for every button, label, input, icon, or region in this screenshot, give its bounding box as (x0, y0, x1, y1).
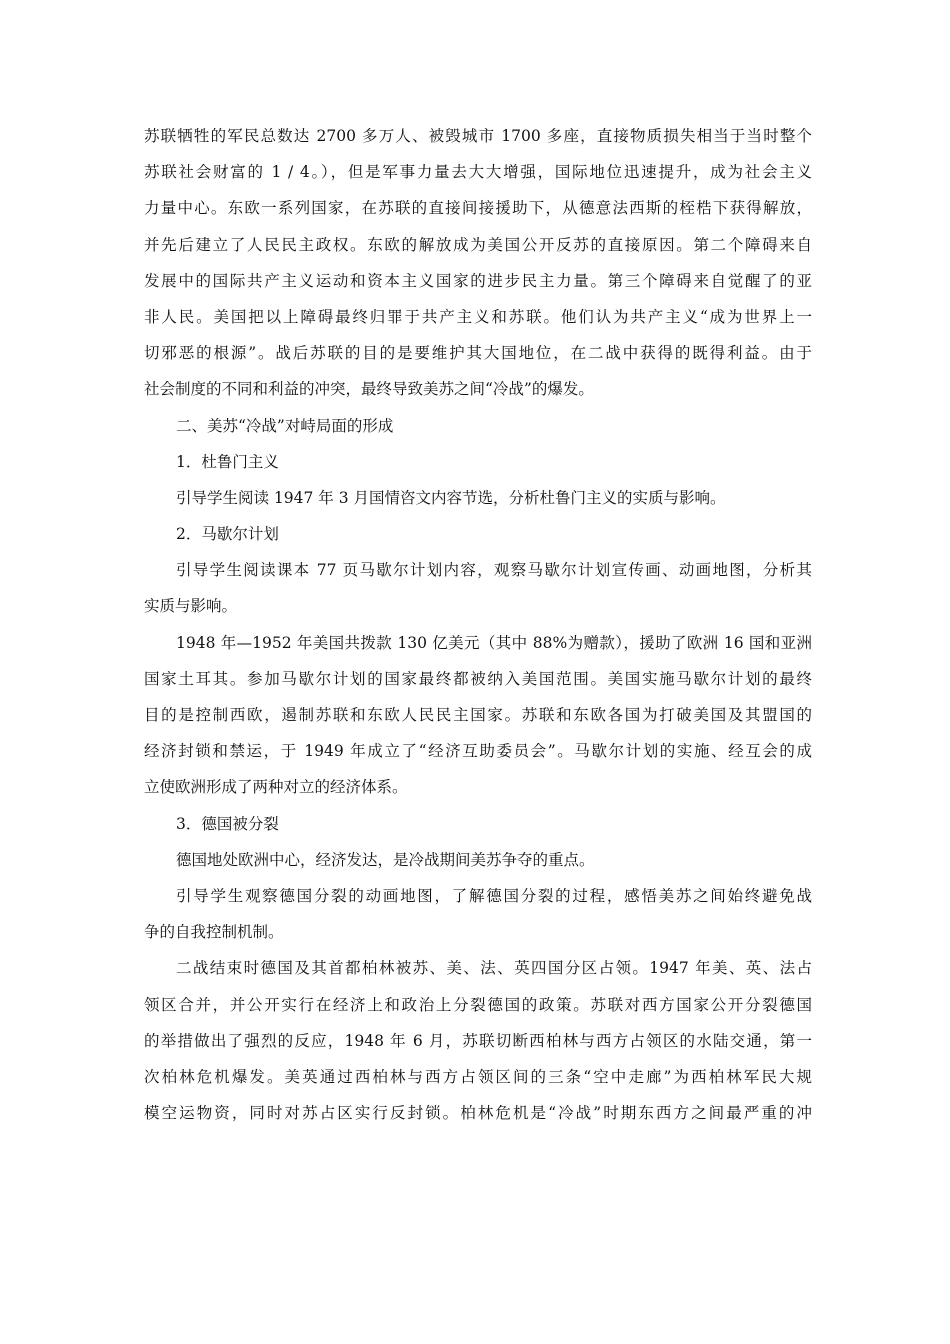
paragraph-line-indented: 德国地处欧洲中心，经济发达，是冷战期间美苏争夺的重点。 (176, 850, 595, 869)
paragraph-line-indented: 2．马歇尔计划 (176, 525, 279, 544)
paragraph-line: 苏联牺牲的军民总数达 2700 多万人、被毁城市 1700 多座，直接物质损失相当于当时整个 (144, 127, 812, 145)
paragraph-line: 并先后建立了人民民主政权。东欧的解放成为美国公开反苏的直接原因。第二个障碍来自 (144, 235, 812, 254)
paragraph-line-indented: 1948 年—1952 年美国共拨款 130 亿美元（其中 88%为赠款），援助了欧洲 16 国和亚洲 (176, 633, 812, 652)
paragraph-line: 切邪恶的根源”。战后苏联的目的是要维护其大国地位，在二战中获得的既得利益。由于 (144, 344, 812, 363)
paragraph-line-indented: 3．德国被分裂 (176, 814, 279, 833)
paragraph-line: 非人民。美国把以上障碍最终归罪于共产主义和苏联。他们认为共产主义“成为世界上一 (144, 307, 812, 326)
paragraph-line: 模空运物资，同时对苏占区实行反封锁。柏林危机是“冷战”时期东西方之间最严重的冲 (144, 1104, 812, 1123)
paragraph-line: 力量中心。东欧一系列国家，在苏联的直接间接援助下，从德意法西斯的桎梏下获得解放， (144, 199, 812, 218)
paragraph-line-indented: 二、美苏“冷战”对峙局面的形成 (176, 416, 394, 435)
paragraph-line-indented: 引导学生阅读课本 77 页马歇尔计划内容，观察马歇尔计划宣传画、动画地图，分析其 (176, 561, 812, 580)
paragraph-line: 争的自我控制机制。 (144, 923, 284, 942)
paragraph-line: 的举措做出了强烈的反应，1948 年 6 月，苏联切断西柏林与西方占领区的水陆交通，第一 (144, 1031, 812, 1050)
paragraph-line: 目的是控制西欧，遏制苏联和东欧人民民主国家。苏联和东欧各国为打破美国及其盟国的 (144, 706, 812, 724)
paragraph-line: 领区合并，并公开实行在经济上和政治上分裂德国的政策。苏联对西方国家公开分裂德国 (144, 995, 812, 1014)
paragraph-line-indented: 引导学生阅读 1947 年 3 月国情咨文内容节选，分析杜鲁门主义的实质与影响。 (176, 488, 726, 507)
document-body (144, 118, 812, 1131)
paragraph-line: 社会制度的不同和利益的冲突，最终导致美苏之间“冷战”的爆发。 (144, 380, 594, 399)
paragraph-line: 立使欧洲形成了两种对立的经济体系。 (144, 778, 408, 797)
paragraph-line: 发展中的国际共产主义运动和资本主义国家的进步民主力量。第三个障碍来自觉醒了的亚 (144, 271, 812, 290)
paragraph-line: 国家土耳其。参加马歇尔计划的国家最终都被纳入美国范围。美国实施马歇尔计划的最终 (144, 669, 812, 688)
paragraph-line: 实质与影响。 (144, 597, 238, 616)
paragraph-line-indented: 引导学生观察德国分裂的动画地图，了解德国分裂的过程，感悟美苏之间始终避免战 (176, 886, 812, 905)
paragraph-line-indented: 二战结束时德国及其首都柏林被苏、美、法、英四国分区占领。1947 年美、英、法占 (176, 959, 812, 978)
paragraph-line: 次柏林危机爆发。美英通过西柏林与西方占领区间的三条“空中走廊”为西柏林军民大规 (144, 1067, 812, 1086)
paragraph-line: 苏联社会财富的 1 / 4。），但是军事力量去大大增强，国际地位迅速提升，成为社会主义 (144, 163, 812, 182)
paragraph-line: 经济封锁和禁运，于 1949 年成立了“经济互助委员会”。马歇尔计划的实施、经互会的成 (144, 742, 812, 761)
paragraph-line-indented: 1．杜鲁门主义 (176, 452, 279, 471)
